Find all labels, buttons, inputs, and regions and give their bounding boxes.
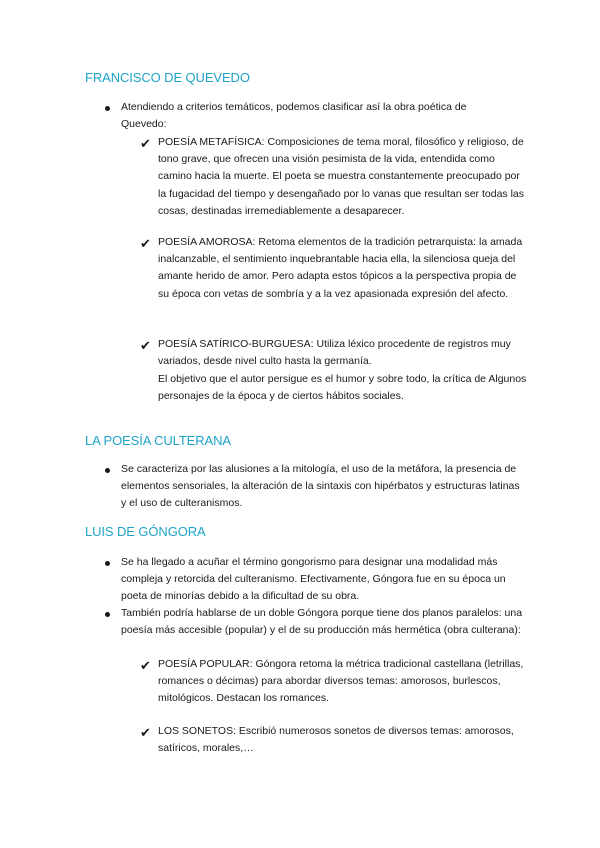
bullet-icon [105, 468, 110, 473]
heading-gongora: LUIS DE GÓNGORA [85, 524, 206, 539]
checkmark-icon: ✔ [140, 237, 151, 252]
quevedo-item-satirico: POESÍA SATÍRICO-BURGUESA: Utiliza léxico procedente de registros muy variados, desde nivel culto hasta la germanía. [158, 338, 511, 368]
checkmark-icon: ✔ [140, 137, 151, 152]
quevedo-intro: Atendiendo a criterios temáticos, podemos clasificar así la obra poética de Quevedo: [121, 101, 467, 131]
gongora-item-popular: POESÍA POPULAR: Góngora retoma la métrica tradicional castellana (letrillas, romances o décimas) para abordar diversos temas: amorosos, burlescos, mitológicos. Destacan los romances. [158, 658, 524, 705]
checkmark-icon: ✔ [140, 726, 151, 741]
gongora-bullet-doble: También podría hablarse de un doble Góngora porque tiene dos planos paralelos: una poesía más accesible (popular) y el de su producción más hermética (obra culterana): [121, 607, 523, 637]
gongora-bullet-gongorismo: Se ha llegado a acuñar el término gongorismo para designar una modalidad más compleja y retorcida del culteranismo. Efectivamente, Góngora fue en su época un poeta de minorías debido a la dificultad de su obra. [121, 556, 506, 603]
checkmark-icon: ✔ [140, 339, 151, 354]
bullet-icon [105, 612, 110, 617]
gongora-item-sonetos: LOS SONETOS: Escribió numerosos sonetos de diversos temas: amorosos, satíricos, morales,… [158, 725, 514, 755]
culterana-text: Se caracteriza por las alusiones a la mitología, el uso de la metáfora, la presencia de elementos sensoriales, la alteración de la sintaxis con hipérbatos y estructuras latinas y el uso de culteranismos. [121, 463, 520, 510]
heading-quevedo: FRANCISCO DE QUEVEDO [85, 70, 250, 85]
quevedo-item-metafisica: POESÍA METAFÍSICA: Composiciones de tema moral, filosófico y religioso, de tono grave, que ofrecen una visión pesimista de la vida, entendida como camino hacia la muerte. El poeta se muestra constantemente preocupado por la fugacidad del tiempo y desengañado por lo vanas que resultan ser todas las cosas, destinadas irremediablemente a desaparecer. [158, 136, 524, 217]
heading-culterana: LA POESÍA CULTERANA [85, 433, 231, 448]
bullet-icon [105, 106, 110, 111]
checkmark-icon: ✔ [140, 659, 151, 674]
quevedo-item-amorosa: POESÍA AMOROSA: Retoma elementos de la tradición petrarquista: la amada inalcanzable, el sentimiento inquebrantable hacia ella, la silenciosa queja del amante herido de amor. Pero adapta estos tópicos a la perspectiva propia de su época con vetas de sombría y a la vez apasionada expresión del afecto. [158, 236, 523, 300]
quevedo-note: El objetivo que el autor persigue es el humor y sobre todo, la crítica de Algunos personajes de la época y de ciertos hábitos sociales. [158, 373, 527, 403]
bullet-icon [105, 561, 110, 566]
